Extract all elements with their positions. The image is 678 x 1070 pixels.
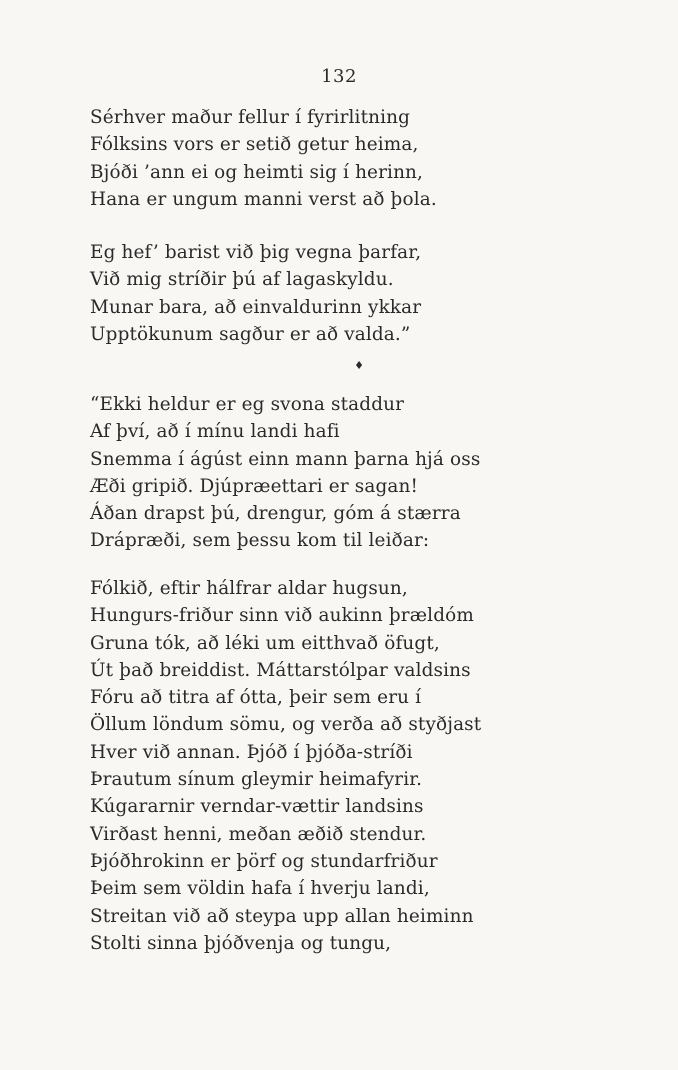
verse-line: Munar bara, að einvaldurinn ykkar [90, 296, 422, 318]
section-ornament: ♦ [354, 359, 364, 372]
verse-line: Áðan drapst þú, drengur, góm á stærra [90, 503, 461, 525]
verse-line: Hver við annan. Þjóð í þjóða-stríði [90, 741, 413, 763]
verse-line: Fólksins vors er setið getur heima, [90, 134, 419, 156]
verse-line: Þeim sem völdin hafa í hverju landi, [90, 878, 430, 900]
stanza-3 [90, 391, 480, 555]
verse-line: Snemma í ágúst einn mann þarna hjá oss [90, 448, 481, 470]
verse-line: Þjóðhrokinn er þörf og stundarfriður [90, 850, 438, 872]
verse-line: Hana er ungum manni verst að þola. [90, 188, 437, 210]
stanza-4 [90, 575, 481, 957]
verse-line: Af því, að í mínu landi hafi [90, 421, 340, 443]
verse-line: Kúgararnir verndar-vættir landsins [90, 796, 424, 818]
verse-line: Streitan við að steypa upp allan heiminn [90, 905, 474, 927]
verse-line: Fólkið, eftir hálfrar aldar hugsun, [90, 578, 408, 599]
verse-line: Við mig stríðir þú af lagaskyldu. [90, 269, 394, 291]
verse-line: Drápræði, sem þessu kom til leiðar: [90, 530, 430, 552]
verse-line: Virðast henni, meðan æðið stendur. [90, 823, 427, 845]
verse-line: Stolti sinna þjóðvenja og tungu, [90, 932, 392, 954]
verse-line: Gruna tók, að léki um eitthvað öfugt, [90, 632, 440, 654]
stanza-2 [90, 239, 421, 348]
verse-line: Út það breiddist. Máttarstólpar valdsins [90, 659, 471, 681]
verse-line: Öllum löndum sömu, og verða að styðjast [90, 714, 482, 736]
verse-line: Bjóði ’ann ei og heimti sig í herinn, [90, 161, 424, 183]
verse-line: Æði gripið. Djúpræettari er sagan! [90, 475, 419, 497]
stanza-1 [90, 104, 437, 213]
verse-line: “Ekki heldur er eg svona staddur [90, 394, 405, 415]
verse-line: Sérhver maður fellur í fyrirlitning [90, 107, 411, 128]
verse-line: Þrautum sínum gleymir heimafyrir. [90, 769, 423, 791]
verse-line: Upptökunum sagður er að valda.” [90, 323, 411, 345]
verse-line: Fóru að titra af ótta, þeir sem eru í [90, 687, 422, 709]
page-number: 132 [321, 66, 357, 87]
verse-line: Hungurs-friður sinn við aukinn þrældóm [90, 605, 474, 627]
verse-line: Eg hef’ barist við þig vegna þarfar, [90, 242, 422, 263]
